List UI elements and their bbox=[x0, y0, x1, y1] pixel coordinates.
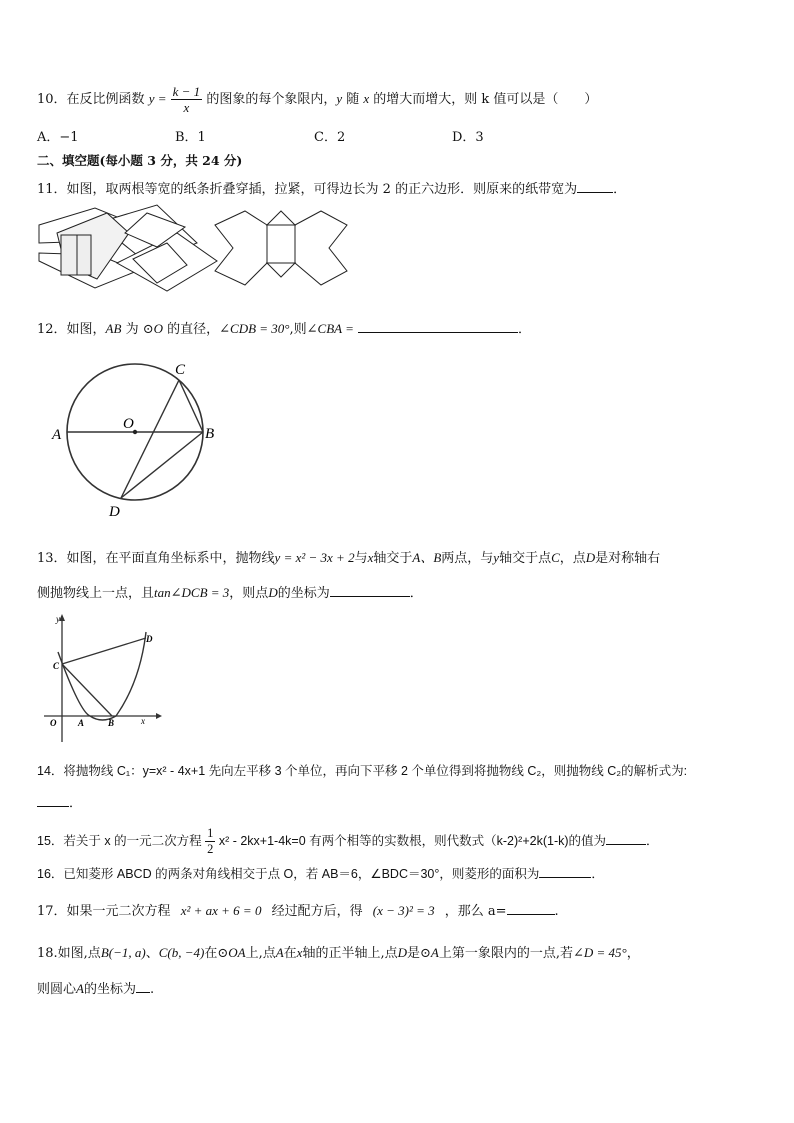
q13-end: ． bbox=[409, 586, 423, 601]
q12-text: 12．如图， bbox=[37, 322, 106, 337]
q12-label-a: A bbox=[52, 427, 62, 443]
q11-answer-blank[interactable] bbox=[577, 180, 613, 193]
q18-point-c: C(b, −4) bbox=[158, 945, 205, 960]
q13-label-a: A bbox=[78, 718, 85, 728]
q12-label-b: B bbox=[205, 426, 215, 442]
q13-c: C bbox=[551, 550, 560, 565]
q12-label-d: D bbox=[109, 504, 120, 520]
q12-figure-circle bbox=[45, 358, 225, 520]
q13-d2: D bbox=[268, 585, 278, 600]
q16-stem bbox=[37, 864, 604, 882]
q13-x: x bbox=[367, 550, 374, 565]
q13-text: 13．如图，在平面直角坐标系中，抛物线 bbox=[37, 551, 275, 566]
q12-end: ． bbox=[518, 322, 532, 337]
q18-text10: 的坐标为 bbox=[83, 982, 136, 997]
q12-circle: ⊙O bbox=[142, 321, 163, 336]
q13-parabola: y = x² − 3x + 2 bbox=[274, 550, 355, 565]
q18-point-b: B(−1, a) bbox=[100, 945, 146, 960]
q18-sep: 、 bbox=[145, 946, 159, 961]
q12-text3: 的直径， bbox=[162, 322, 220, 337]
q18-answer-blank[interactable] bbox=[136, 980, 150, 993]
q10-var-y: y bbox=[336, 91, 343, 106]
q15-text2: x² - 2kx+1-4k=0 有两个相等的实数根，则代数式（k-2)²+2k(1-k)的值为 bbox=[218, 833, 607, 848]
q18-a: A bbox=[275, 945, 284, 960]
q13-d: D bbox=[585, 550, 596, 565]
q13-stem-line1 bbox=[37, 547, 660, 566]
q10-text2: 的图象的每个象限内， bbox=[206, 92, 337, 107]
q17-text: 17．如果一元二次方程 bbox=[37, 904, 171, 919]
q18-circle: ⊙OA bbox=[217, 945, 246, 960]
q14-stem: 14．将抛物线 C₁：y=x² - 4x+1 先向左平移 3 个单位，再向下平移 2 个单位得到将抛物线 C₂，则抛物线 C₂的解析式为: bbox=[37, 764, 688, 778]
q13-label-o: O bbox=[50, 718, 57, 728]
q11-text: 11．如图，取两根等宽的纸条折叠穿插，拉紧，可得边长为 2 的正六边形．则原来的纸带宽为 bbox=[37, 182, 578, 197]
q14-answer-blank[interactable] bbox=[37, 794, 69, 807]
q10-var-x: x bbox=[363, 91, 370, 106]
section-heading: 二、填空题(每小题 3 分，共 24 分) bbox=[37, 153, 243, 168]
q15-text: 15．若关于 x 的一元二次方程 bbox=[37, 833, 202, 848]
q13-text3: 轴交于 bbox=[373, 551, 413, 566]
q10-text3: 随 bbox=[342, 92, 364, 107]
q10-stem bbox=[37, 84, 597, 115]
q13-label-c: C bbox=[53, 661, 60, 671]
q13-text9: ，则点 bbox=[229, 586, 269, 601]
q12-stem bbox=[37, 318, 531, 337]
q13-answer-blank[interactable] bbox=[330, 584, 410, 597]
q13-label-x: x bbox=[141, 716, 145, 726]
q15-fraction bbox=[205, 826, 215, 857]
q14-answer-line bbox=[37, 792, 82, 811]
q13-stem-line2 bbox=[37, 582, 423, 601]
q17-ask: ，那么 a= bbox=[444, 904, 507, 919]
q10-fraction bbox=[171, 84, 203, 115]
q10-frac-num: k − 1 bbox=[172, 84, 201, 99]
q10-text: 10．在反比例函数 bbox=[37, 92, 145, 107]
q15-frac-num: 1 bbox=[207, 826, 214, 840]
q18-text: 18.如图,点 bbox=[37, 946, 101, 961]
q18-text8: ， bbox=[626, 946, 640, 961]
q17-equation: x² + ax + 6 = 0 bbox=[180, 903, 262, 918]
q13-points: A、B bbox=[412, 550, 442, 565]
q13-label-d: D bbox=[146, 634, 153, 644]
q17-text2: 经过配方后，得 bbox=[271, 904, 363, 919]
q18-a2: A bbox=[76, 981, 84, 996]
q13-label-b: B bbox=[108, 718, 115, 728]
q16-answer-blank[interactable] bbox=[539, 865, 591, 878]
q13-label-y: y bbox=[56, 614, 60, 624]
q10-func-lhs: y = bbox=[148, 91, 167, 106]
q17-end: . bbox=[554, 904, 559, 919]
q12-condition: ∠CDB = 30° bbox=[219, 321, 290, 336]
q18-angle: ∠D = 45° bbox=[572, 945, 627, 960]
q18-text9: 则圆心 bbox=[37, 982, 77, 997]
q13-text10: 的坐标为 bbox=[277, 586, 330, 601]
q18-text6: 是 bbox=[406, 946, 420, 961]
q18-text2: 在 bbox=[204, 946, 218, 961]
q18-text4: 在 bbox=[283, 946, 297, 961]
q17-completed-square: (x − 3)² = 3 bbox=[372, 903, 435, 918]
q17-answer-blank[interactable] bbox=[507, 902, 555, 915]
q15-frac-den: 2 bbox=[207, 842, 214, 856]
q12-text4: ,则 bbox=[289, 322, 307, 337]
q15-end: ． bbox=[646, 833, 659, 848]
q10-option-c[interactable]: C．2 bbox=[314, 130, 346, 145]
q14-end: ． bbox=[69, 796, 83, 811]
q18-text5: 轴的正半轴上,点 bbox=[302, 946, 398, 961]
q10-option-d[interactable]: D．3 bbox=[452, 130, 484, 145]
q13-tan: tan∠DCB = 3 bbox=[154, 585, 230, 600]
q15-stem bbox=[37, 826, 659, 857]
q18-stem-line1 bbox=[37, 942, 640, 961]
q18-text3: 上,点 bbox=[245, 946, 276, 961]
q13-text5: 轴交于点 bbox=[499, 551, 552, 566]
q18-text7: 上第一象限内的一点,若 bbox=[438, 946, 573, 961]
q18-x: x bbox=[296, 945, 303, 960]
q15-answer-blank[interactable] bbox=[606, 832, 646, 845]
q13-text2: 与 bbox=[354, 551, 368, 566]
q16-text: 16．已知菱形 ABCD 的两条对角线相交于点 O，若 AB＝6，∠BDC＝30°，则菱形的面积为 bbox=[37, 867, 540, 881]
q10-option-b[interactable]: B．1 bbox=[175, 130, 206, 145]
q18-d: D bbox=[397, 945, 407, 960]
q13-text8: 侧抛物线上一点，且 bbox=[37, 586, 155, 601]
q11-figure-woven-strips bbox=[37, 203, 357, 295]
q13-text7: 是对称轴右 bbox=[595, 551, 661, 566]
q11-end: ． bbox=[613, 182, 627, 197]
q11-stem bbox=[37, 178, 626, 197]
q12-label-o: O bbox=[123, 416, 134, 432]
q10-text4: 的增大而增大，则 k 值可以是（ ） bbox=[369, 92, 598, 107]
q18-end: . bbox=[149, 982, 155, 997]
q13-text6: ，点 bbox=[559, 551, 586, 566]
q12-answer-blank[interactable] bbox=[358, 320, 518, 333]
q18-stem-line2 bbox=[37, 978, 154, 997]
q17-stem bbox=[37, 900, 559, 919]
q13-figure-parabola bbox=[40, 612, 170, 744]
q13-text4: 两点，与 bbox=[441, 551, 494, 566]
q12-label-c: C bbox=[175, 362, 186, 378]
q10-frac-den: x bbox=[183, 100, 190, 115]
q16-end: ． bbox=[591, 867, 604, 881]
q12-ask: ∠CBA = bbox=[306, 321, 354, 336]
q10-option-a[interactable]: A．−1 bbox=[37, 130, 79, 145]
q18-circle2: ⊙A bbox=[420, 945, 439, 960]
q13-y: y bbox=[493, 550, 500, 565]
q12-ab: AB bbox=[105, 321, 122, 336]
q12-text2: 为 bbox=[121, 322, 143, 337]
